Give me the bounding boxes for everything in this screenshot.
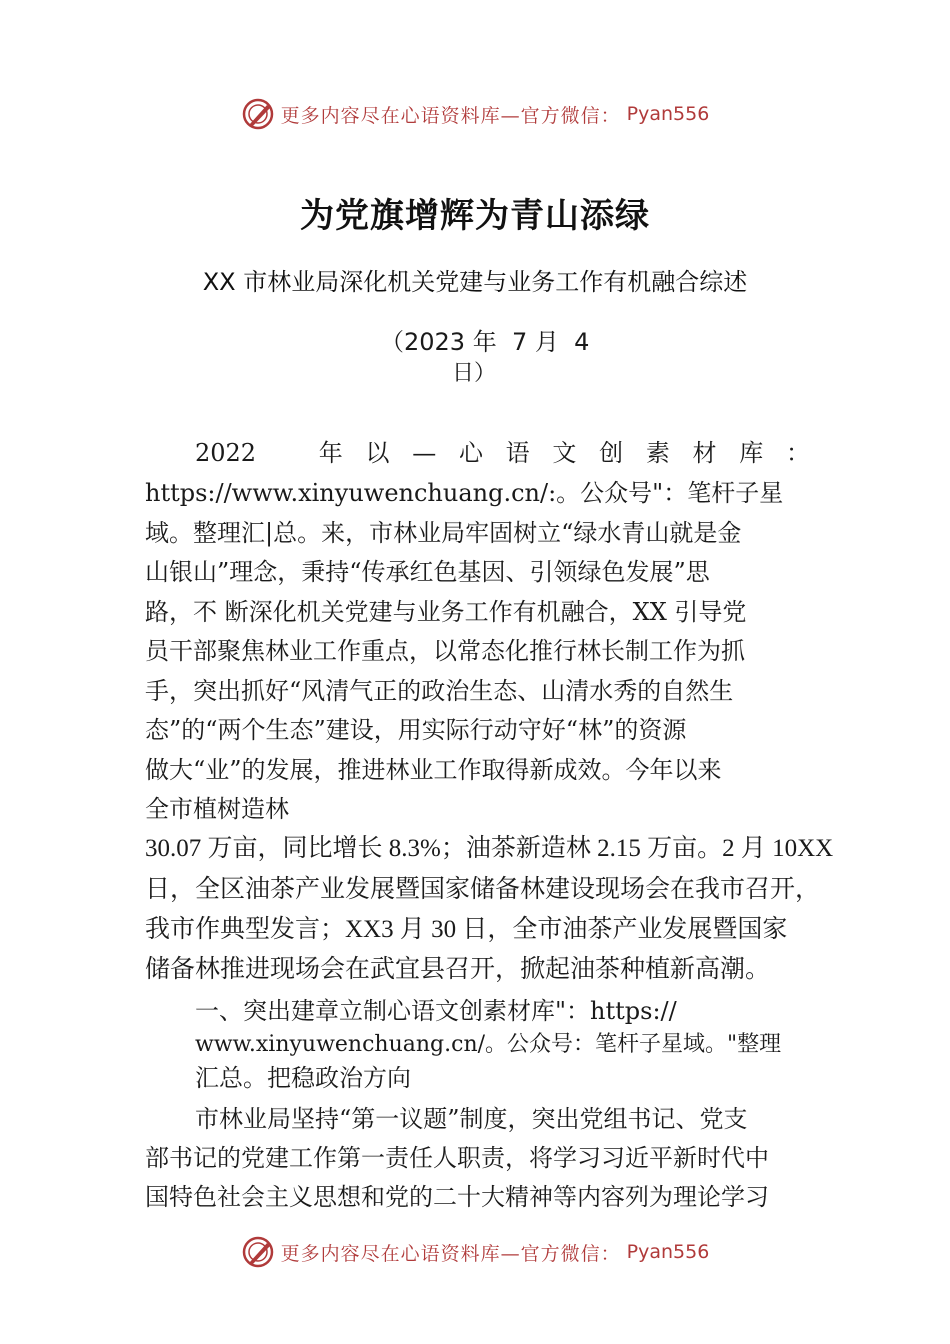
document-subtitle: XX 市林业局深化机关党建与业务工作有机融合综述 xyxy=(202,268,748,296)
word-token: ： xyxy=(785,439,810,467)
paragraph-3-line: 国特色社会主义思想和党的二十大精神等内容列为理论学习 xyxy=(145,1183,769,1211)
word-token: 2022 xyxy=(195,439,257,467)
word-token: 以 xyxy=(365,439,390,467)
document-date-line1: （2023 年 7 月 4 xyxy=(380,328,590,356)
section-1-heading-line: 一、突出建章立制心语文创素材库"：https:// xyxy=(195,997,677,1025)
paragraph-2-line: 日，全区油茶产业发展暨国家储备林建设现场会在我市召开， xyxy=(145,876,821,903)
banner-wechat-id: Pyan556 xyxy=(626,103,710,125)
paragraph-1-line: 手，突出抓好“风清气正的政治生态、山清水秀的自然生 xyxy=(145,677,734,705)
pen-logo-icon xyxy=(241,97,275,131)
paragraph-2-line: 我市作典型发言；XX3 月 30 日，全市油茶产业发展暨国家 xyxy=(145,916,788,943)
paragraph-1-line: 全市植树造林 xyxy=(145,795,289,823)
word-token: — xyxy=(412,439,437,467)
word-token: 语 xyxy=(505,439,530,467)
word-token: 创 xyxy=(599,439,624,467)
document-title: 为党旗增辉为青山添绿 xyxy=(300,196,650,236)
word-token: 心 xyxy=(458,439,483,467)
banner-text: 更多内容尽在心语资料库—官方微信： xyxy=(280,1242,621,1265)
document-date-line2: 日） xyxy=(452,361,497,386)
paragraph-1-line: https://www.xinyuwenchuang.cn/:。公众号"：笔杆子星 xyxy=(145,479,784,507)
paragraph-1-first-line xyxy=(195,435,810,471)
banner-text: 更多内容尽在心语资料库—官方微信： xyxy=(280,104,621,127)
word-token: 库 xyxy=(739,439,764,467)
header-banner xyxy=(0,94,950,134)
paragraph-2-line: 储备林推进现场会在武宜县召开，掀起油茶种植新高潮。 xyxy=(145,956,771,983)
paragraph-1-line: 路，不 断深化机关党建与业务工作有机融合，XX 引导党 xyxy=(145,598,747,626)
word-token: 材 xyxy=(692,439,717,467)
section-1-heading-line: 汇总。把稳政治方向 xyxy=(195,1064,411,1092)
paragraph-1-line: 山银山”理念，秉持“传承红色基因、引领绿色发展”思 xyxy=(145,558,710,586)
paragraph-1-line: 态”的“两个生态”建设，用实际行动守好“林”的资源 xyxy=(145,716,687,744)
paragraph-3-line: 市林业局坚持“第一议题”制度，突出党组书记、党支 xyxy=(195,1105,748,1133)
word-token: 年 xyxy=(318,439,343,467)
paragraph-3-line: 部书记的党建工作第一责任人职责，将学习习近平新时代中 xyxy=(145,1144,769,1172)
paragraph-1-line: 员干部聚焦林业工作重点，以常态化推行林长制工作为抓 xyxy=(145,637,745,665)
paragraph-1-line: 域。整理汇|总。来，市林业局牢固树立“绿水青山就是金 xyxy=(145,519,742,547)
word-token: 文 xyxy=(552,439,577,467)
pen-logo-icon xyxy=(241,1235,275,1269)
banner-wechat-id: Pyan556 xyxy=(626,1241,710,1263)
paragraph-1-line: 做大“业”的发展，推进林业工作取得新成效。今年以来 xyxy=(145,756,722,784)
word-token: 素 xyxy=(645,439,670,467)
footer-banner xyxy=(0,1232,950,1272)
section-1-heading-line: www.xinyuwenchuang.cn/。公众号：笔杆子星域。"整理 xyxy=(195,1032,782,1057)
paragraph-2-line: 30.07 万亩，同比增长 8.3%；油茶新造林 2.15 万亩。2 月 10XX xyxy=(145,835,834,862)
